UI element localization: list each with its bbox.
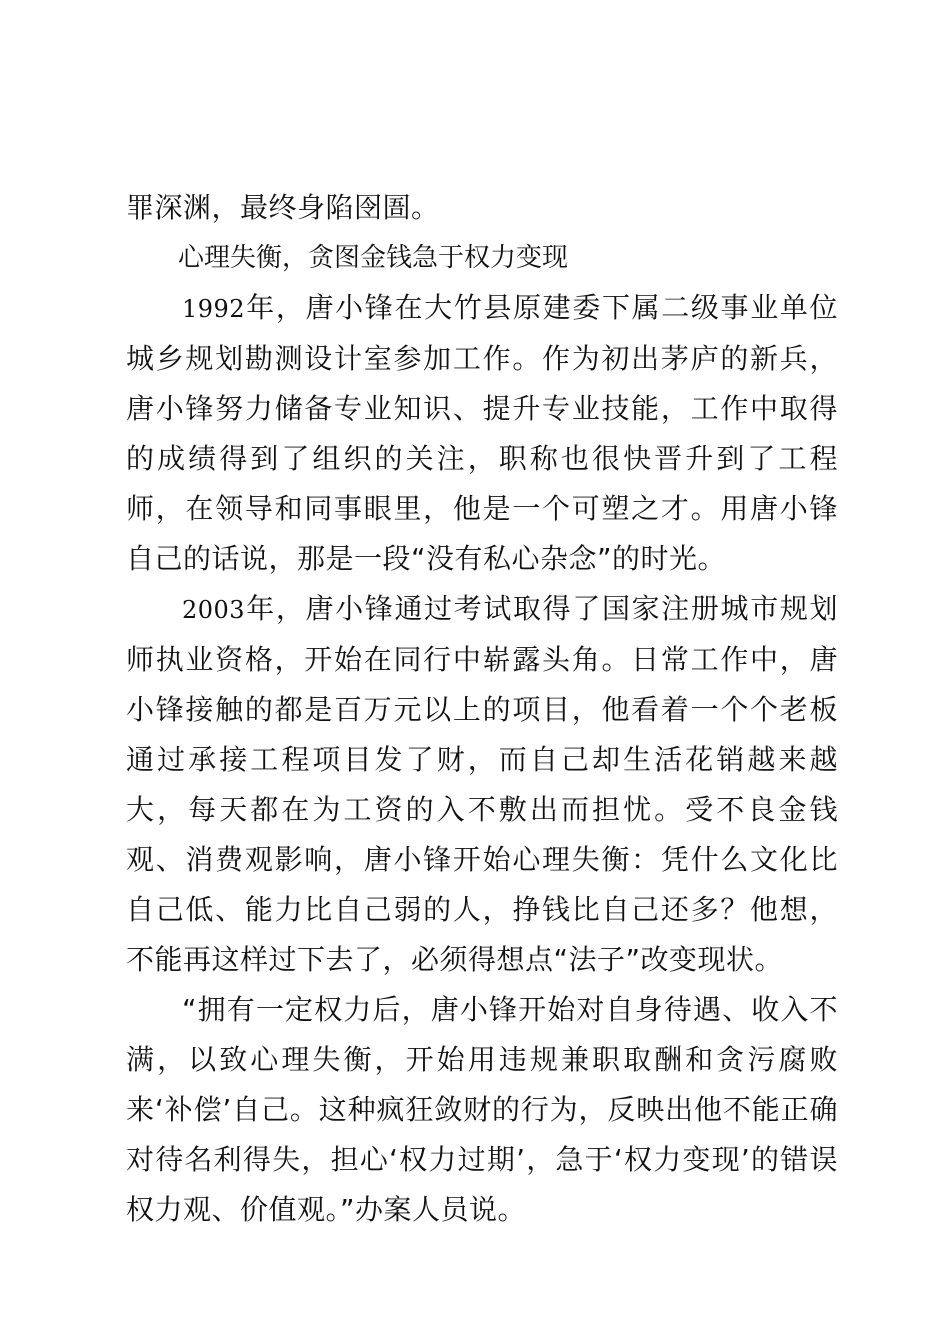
paragraph-2003-text: 年，唐小锋通过考试取得了国家注册城市规划师执业资格，开始在同行中崭露头角。日常工作中，唐小锋接触的都是百万元以上的项目，他看着一个个老板通过承接工程项目发了财，而自己却生活花销越来越大，每天都在为工资的入不敷出而担忧。受不良金钱观、消费观影响，唐小锋开始心理失衡：凭什么文化比自己低、能力比自己弱的人，挣钱比自己还多？他想，不能再这样过下去了，必须得想点“法子”改变现状。 (126, 592, 838, 976)
section-heading: 心理失衡，贪图金钱急于权力变现 (178, 243, 569, 273)
document-body (126, 183, 838, 1235)
paragraph-2003 (126, 584, 838, 985)
paragraph-1992-text: 年，唐小锋在大竹县原建委下属二级事业单位城乡规划勘测设计室参加工作。作为初出茅庐的新兵，唐小锋努力储备专业知识、提升专业技能，工作中取得的成绩得到了组织的关注，职称也很快晋升到了工程师，在领导和同事眼里，他是一个可塑之才。用唐小锋自己的话说，那是一段“没有私心杂念”的时光。 (126, 291, 838, 575)
paragraph-quote: “拥有一定权力后，唐小锋开始对自身待遇、收入不满，以致心理失衡，开始用违规兼职取酬和贪污腐败来‘补偿’自己。这种疯狂敛财的行为，反映出他不能正确对待名利得失，担心‘权力过期’，急于‘权力变现’的错误权力观、价值观。”办案人员说。 (126, 993, 838, 1226)
paragraph-1992 (126, 283, 838, 584)
year-1992: 1992 (182, 295, 246, 323)
year-2003: 2003 (182, 596, 246, 624)
paragraph-continuation: 罪深渊，最终身陷囹圄。 (126, 191, 440, 224)
